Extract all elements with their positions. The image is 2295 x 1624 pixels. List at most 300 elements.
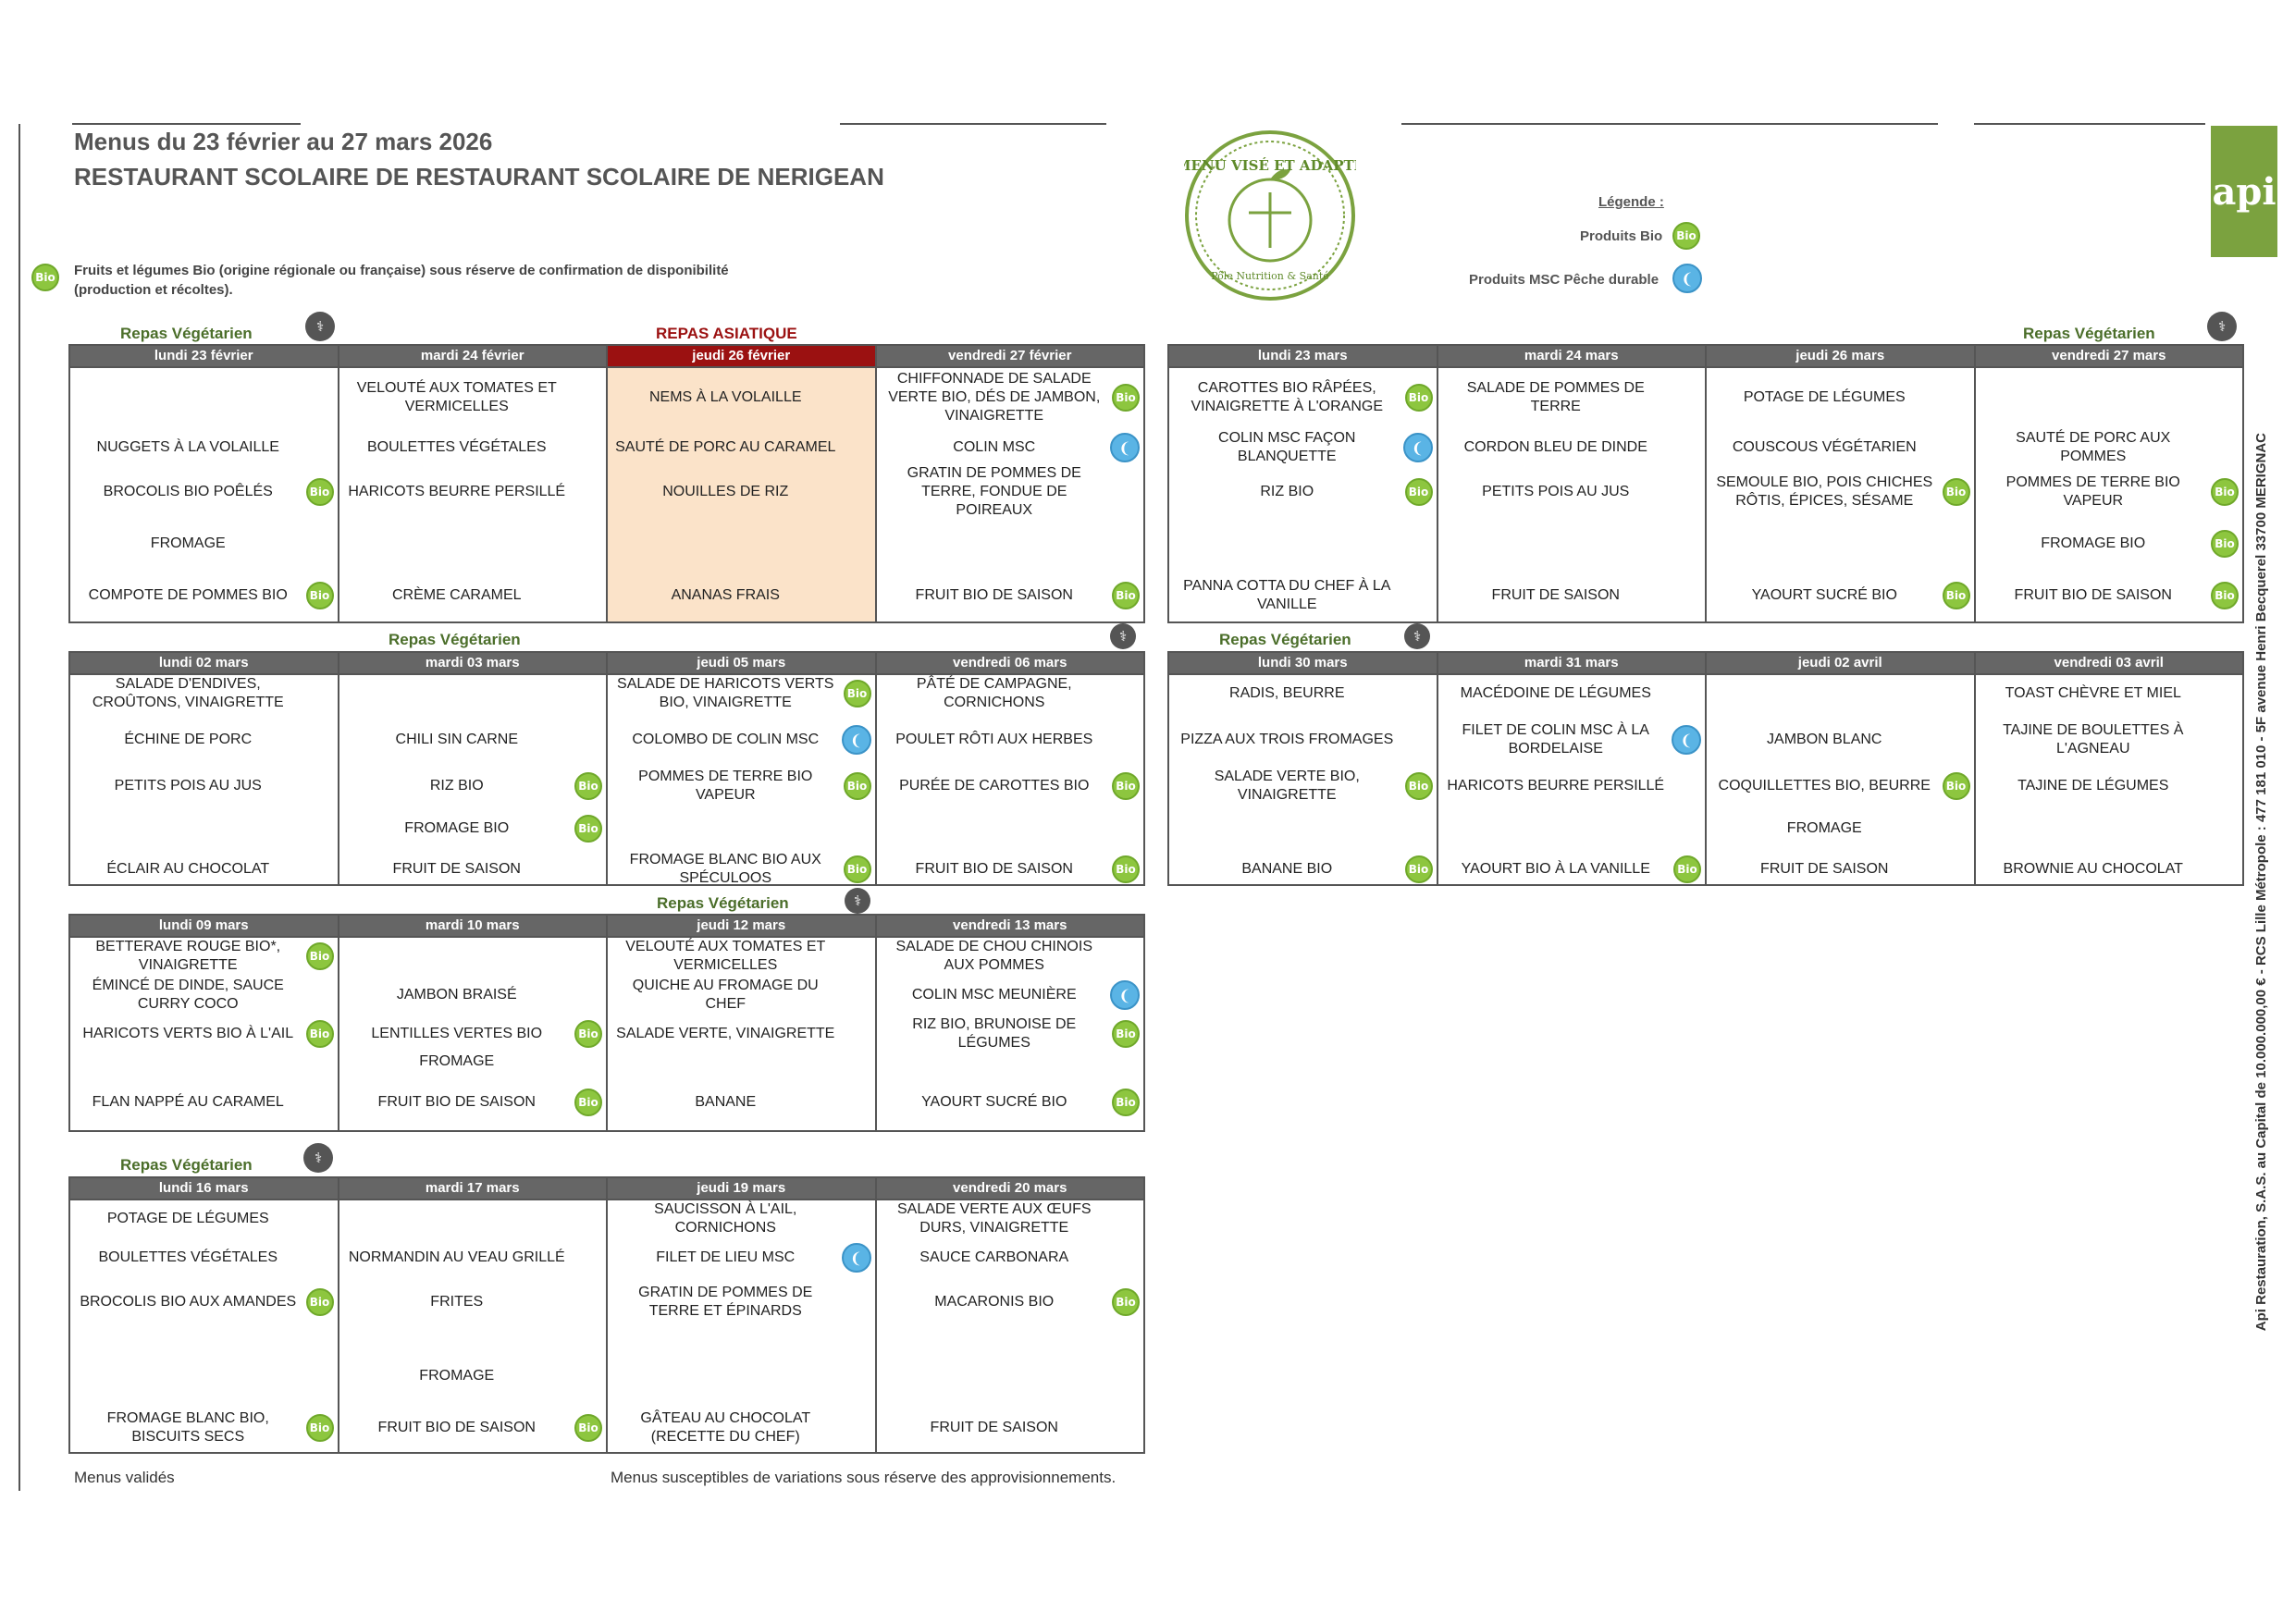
menu-item [608,936,875,977]
bio-icon: Bio [1405,384,1433,412]
bio-icon: Bio [1405,772,1433,800]
bio-icon: Bio [2211,478,2239,506]
menu-item-label: RIZ BIO, BRUNOISE DE LÉGUMES [912,1016,1077,1051]
menu-item-label: VELOUTÉ AUX TOMATES ET VERMICELLES [625,939,826,973]
day-column [608,916,877,1130]
menu-item-label: FROMAGE BLANC BIO AUX SPÉCULOOS [629,852,821,886]
vegetarian-icon: ⚕ [303,1143,333,1173]
menu-item [70,1082,338,1123]
menu-item [877,575,1144,616]
menu-item [1707,575,1974,616]
bio-icon: Bio [574,1089,602,1116]
menu-item-label: SAUCE CARBONARA [919,1249,1069,1265]
menu-item-label: NORMANDIN AU VEAU GRILLÉ [348,1249,565,1265]
vegetarian-icon: ⚕ [1404,623,1430,649]
menu-item [608,766,875,806]
bio-icon: Bio [306,478,334,506]
menu-item [1707,377,1974,418]
menu-item-label: GRATIN DE POMMES DE TERRE ET ÉPINARDS [638,1285,813,1319]
day-menu [1976,675,2243,884]
menu-item-label: BROCOLIS BIO POÊLÉS [103,484,273,499]
menu-item [1169,849,1437,890]
left-border [19,124,20,1491]
menu-item-label: YAOURT SUCRÉ BIO [1751,587,1897,603]
menu-item-label: POMMES DE TERRE BIO VAPEUR [2005,474,2180,509]
menu-item-label: POULET RÔTI AUX HERBES [895,732,1093,747]
menu-item-label: SALADE VERTE BIO, VINAIGRETTE [1214,769,1360,803]
menu-item [1169,575,1437,616]
vegetarian-tag: Repas Végétarien [1219,631,1351,648]
vegetarian-icon: ⚕ [1110,623,1136,649]
legend-bio-label: Produits Bio [1580,228,1663,244]
day-header: mardi 17 mars [339,1178,607,1200]
menu-item-label: COMPOTE DE POMMES BIO [88,587,288,603]
menu-item [70,720,338,760]
company-info-text: Api Restauration, S.A.S. au Capital de 10.000.000,00 € - RCS Lille Métropole : 477 181 010 - 5F avenue Henri Becquerel 33700 MERIGNAC [2253,433,2269,1332]
week-grid [68,344,1145,623]
week-grid [68,651,1145,886]
menu-item [1707,849,1974,890]
menu-item-label: SALADE VERTE, VINAIGRETTE [616,1026,835,1041]
menu-item [877,936,1144,977]
day-menu [877,938,1144,1130]
menu-item [608,1237,875,1278]
day-menu [1707,368,1974,621]
menu-item [70,1014,338,1054]
fish-icon: ❨ [1403,433,1433,462]
bio-icon: Bio [1112,855,1140,883]
menu-item-label: CHILI SIN CARNE [395,732,518,747]
menu-item-label: RADIS, BEURRE [1229,685,1345,701]
day-menu [70,675,338,884]
menu-item [1707,427,1974,468]
menu-item-label: FILET DE COLIN MSC À LA BORDELAISE [1462,722,1649,757]
day-column [608,1178,877,1452]
menu-item [877,975,1144,1015]
menu-item-label: FRUIT BIO DE SAISON [377,1420,536,1435]
bio-icon: Bio [306,1020,334,1048]
menu-item-label: ÉCLAIR AU CHOCOLAT [106,861,270,877]
day-header: lundi 09 mars [70,916,338,938]
menu-item [1438,427,1706,468]
day-header: vendredi 20 mars [877,1178,1144,1200]
menu-item [70,1282,338,1323]
fish-icon: ❨ [1110,433,1140,462]
api-logo: api [2211,126,2277,257]
menu-item [608,1199,875,1239]
bio-icon: Bio [306,1414,334,1442]
menu-item [608,1282,875,1323]
menu-item-label: BANANE BIO [1241,861,1333,877]
asian-meal-tag: REPAS ASIATIQUE [656,325,797,342]
menu-item [1976,849,2243,890]
menu-item [70,1199,338,1239]
menu-item [339,1408,607,1448]
menu-item [339,1237,607,1278]
bio-icon: Bio [1405,478,1433,506]
menu-item [877,1282,1144,1323]
menu-item-label: FLAN NAPPÉ AU CARAMEL [92,1094,284,1110]
bio-icon: Bio [844,855,871,883]
menu-item [339,975,607,1015]
menu-item-label: POTAGE DE LÉGUMES [1743,389,1906,405]
menu-item-label: CRÈME CARAMEL [391,587,522,603]
day-header: mardi 24 mars [1438,346,1706,368]
menu-item [1976,472,2243,512]
menu-item-label: FROMAGE [419,1053,495,1069]
menu-item [1438,472,1706,512]
footer-validated: Menus validés [74,1469,175,1486]
menu-item-label: RIZ BIO [1260,484,1314,499]
day-column [877,346,1144,621]
menu-item-label: FRUIT DE SAISON [1491,587,1620,603]
menu-item-label: FRUIT DE SAISON [930,1420,1058,1435]
bio-icon: Bio [2211,582,2239,609]
menu-item-label: PURÉE DE CAROTTES BIO [899,778,1090,794]
fish-icon: ❨ [842,725,871,755]
week-grid [68,914,1145,1132]
menu-item-label: QUICHE AU FROMAGE DU CHEF [632,978,819,1012]
menu-item-label: PIZZA AUX TROIS FROMAGES [1180,732,1394,747]
menu-item-label: MACARONIS BIO [934,1294,1055,1310]
bio-icon: Bio [1112,384,1140,412]
vegetarian-icon: ⚕ [2207,312,2237,341]
menu-item-label: BANANE [695,1094,757,1110]
bio-icon: Bio [1112,582,1140,609]
day-menu [1438,675,1706,884]
menu-item [1707,766,1974,806]
menu-item [1707,808,1974,849]
menu-item-label: FRITES [430,1294,484,1310]
day-header: lundi 23 février [70,346,338,368]
menu-item-label: TAJINE DE LÉGUMES [2017,778,2169,794]
menu-item [1976,720,2243,760]
menu-item [339,1356,607,1396]
menu-item-label: RIZ BIO [429,778,484,794]
menu-item-label: CORDON BLEU DE DINDE [1463,439,1647,455]
bio-icon: Bio [574,772,602,800]
day-header: lundi 30 mars [1169,653,1437,675]
menu-item [1169,472,1437,512]
menu-item-label: BOULETTES VÉGÉTALES [366,439,547,455]
bio-icon: Bio [1112,1288,1140,1316]
day-column [1169,653,1438,884]
menu-item [339,766,607,806]
menu-item-label: FRUIT DE SAISON [1760,861,1889,877]
menu-item-label: COLIN MSC [953,439,1036,455]
menu-item [877,1014,1144,1054]
menu-item [608,575,875,616]
menu-item-label: GÂTEAU AU CHOCOLAT (RECETTE DU CHEF) [640,1410,811,1445]
menu-item-label: SAUTÉ DE PORC AUX POMMES [2016,430,2171,464]
menu-item [339,1041,607,1082]
menu-item-label: JAMBON BRAISÉ [396,987,517,1003]
bio-icon: Bio [2211,530,2239,558]
day-header: mardi 03 mars [339,653,607,675]
menu-item [608,377,875,418]
menu-item [877,1199,1144,1239]
menu-item [70,1237,338,1278]
day-menu [339,1200,607,1452]
bio-icon: Bio [574,815,602,843]
menu-item-label: FROMAGE [150,535,226,551]
day-column [1438,653,1708,884]
menu-item [1976,427,2243,468]
day-menu [877,675,1144,884]
day-header: jeudi 05 mars [608,653,875,675]
menu-item-label: POTAGE DE LÉGUMES [106,1211,269,1226]
menu-item-label: GRATIN DE POMMES DE TERRE, FONDUE DE POIREAUX [907,465,1081,518]
menu-item [608,1014,875,1054]
day-header: vendredi 27 mars [1976,346,2243,368]
day-column [877,653,1144,884]
menu-item-label: PANNA COTTA DU CHEF À LA VANILLE [1183,578,1391,612]
bio-icon: Bio [306,942,334,970]
menu-item [1169,720,1437,760]
menu-item-label: BROCOLIS BIO AUX AMANDES [80,1294,297,1310]
menu-item-label: FROMAGE [419,1368,495,1384]
menu-item [339,720,607,760]
day-menu [1976,368,2243,621]
menu-item [70,427,338,468]
bio-note-icon [31,264,59,291]
day-column [1707,653,1976,884]
menu-item-label: TOAST CHÈVRE ET MIEL [2005,685,2181,701]
bio-icon: Bio [1112,772,1140,800]
day-menu [339,675,607,884]
day-header: lundi 16 mars [70,1178,338,1200]
day-header: jeudi 26 mars [1707,346,1974,368]
menu-item-label: TAJINE DE BOULETTES À L'AGNEAU [2003,722,2184,757]
day-menu [608,938,875,1130]
fish-icon: ❨ [842,1243,871,1273]
bio-icon: Bio [1112,1020,1140,1048]
bio-icon: Bio [844,772,871,800]
menu-item-label: SALADE D'ENDIVES, CROÛTONS, VINAIGRETTE [92,676,284,710]
menu-item-label: LENTILLES VERTES BIO [371,1026,543,1041]
day-header: lundi 23 mars [1169,346,1437,368]
day-column [1169,346,1438,621]
menu-item-label: MACÉDOINE DE LÉGUMES [1460,685,1651,701]
day-column [1976,346,2243,621]
day-header: jeudi 12 mars [608,916,875,938]
day-menu [1707,675,1974,884]
menu-item-label: FROMAGE [1786,820,1862,836]
day-menu [608,1200,875,1452]
week-grid [68,1176,1145,1454]
menu-item-label: PETITS POIS AU JUS [114,778,262,794]
vegetarian-tag: Repas Végétarien [657,894,789,912]
menu-item [339,427,607,468]
menu-item-label: BOULETTES VÉGÉTALES [98,1249,278,1265]
menu-item-label: FROMAGE BIO [404,820,510,836]
day-menu [1438,368,1706,621]
menu-item [877,766,1144,806]
bio-icon: Bio [1673,855,1701,883]
menu-item [1169,427,1437,468]
menu-item-label: COLOMBO DE COLIN MSC [632,732,820,747]
bio-icon: Bio [1405,855,1433,883]
menu-item-label: FRUIT DE SAISON [392,861,521,877]
day-header: jeudi 26 février [608,346,875,368]
menu-item [1438,720,1706,760]
menu-item [1438,575,1706,616]
bio-icon: Bio [1672,222,1700,250]
menu-item [339,472,607,512]
day-header: vendredi 06 mars [877,653,1144,675]
menu-item [1976,766,2243,806]
menu-item-label: SALADE VERTE AUX ŒUFS DURS, VINAIGRETTE [896,1201,1092,1236]
day-header: jeudi 19 mars [608,1178,875,1200]
day-column [877,916,1144,1130]
menu-item [70,849,338,890]
menu-item-label: COLIN MSC MEUNIÈRE [911,987,1077,1003]
header-rule [72,123,301,125]
menu-item [1438,766,1706,806]
menu-item [70,472,338,512]
bio-icon: Bio [1943,478,1970,506]
menu-item-label: CAROTTES BIO RÂPÉES, VINAIGRETTE À L'ORANGE [1191,380,1384,414]
menu-item-label: JAMBON BLANC [1767,732,1882,747]
legend-msc-label: Produits MSC Pêche durable [1469,272,1660,288]
menu-item-label: HARICOTS BEURRE PERSILLÉ [1447,778,1665,794]
menu-item [1438,673,1706,714]
bio-icon: Bio [306,582,334,609]
page-title: Menus du 23 février au 27 mars 2026 [74,128,493,155]
day-header: mardi 24 février [339,346,607,368]
menu-item [877,673,1144,714]
day-menu [70,1200,338,1452]
day-column [70,1178,339,1452]
vegetarian-tag: Repas Végétarien [389,631,521,648]
bio-icon: Bio [1943,582,1970,609]
menu-item [877,1408,1144,1448]
day-column [877,1178,1144,1452]
week-grid [1167,344,2244,623]
menu-item-label: NUGGETS À LA VOLAILLE [96,439,279,455]
day-menu [877,368,1144,621]
day-column [1438,346,1708,621]
menu-item-label: SEMOULE BIO, POIS CHICHES RÔTIS, ÉPICES, SÉSAME [1716,474,1933,509]
vegetarian-icon: ⚕ [845,888,870,914]
menu-item-label: FRUIT BIO DE SAISON [377,1094,536,1110]
day-header: mardi 31 mars [1438,653,1706,675]
day-header: jeudi 02 avril [1707,653,1974,675]
menu-item-label: ANANAS FRAIS [671,587,780,603]
day-header: vendredi 03 avril [1976,653,2243,675]
day-menu [608,368,875,621]
day-menu [1169,675,1437,884]
vegetarian-tag: Repas Végétarien [2023,325,2155,342]
fish-icon: ❨ [1672,725,1701,755]
bio-icon: Bio [31,264,59,291]
fish-icon: ❨ [1110,980,1140,1010]
menu-item [608,472,875,512]
menu-item [70,523,338,564]
menu-item-label: COLIN MSC FAÇON BLANQUETTE [1218,430,1356,464]
menu-item [1707,720,1974,760]
menu-item-label: NOUILLES DE RIZ [662,484,789,499]
vegetarian-tag: Repas Végétarien [120,325,253,342]
menu-item-label: SALADE DE HARICOTS VERTS BIO, VINAIGRETTE [617,676,834,710]
menu-item-label: VELOUTÉ AUX TOMATES ET VERMICELLES [356,380,557,414]
menu-item [339,377,607,418]
menu-item [1438,377,1706,418]
vegetarian-tag: Repas Végétarien [120,1156,253,1174]
day-header: vendredi 13 mars [877,916,1144,938]
day-menu [339,938,607,1130]
menu-item [608,1408,875,1448]
day-column [608,346,877,621]
day-menu [1169,368,1437,621]
day-column [339,346,609,621]
day-column [70,916,339,1130]
menu-item-label: COUSCOUS VÉGÉTARIEN [1732,439,1917,455]
menu-item-label: SAUCISSON À L'AIL, CORNICHONS [654,1201,797,1236]
menu-item [339,808,607,849]
menu-item-label: NEMS À LA VOLAILLE [648,389,802,405]
menu-item-label: SAUTÉ DE PORC AU CARAMEL [615,439,836,455]
menu-item-label: HARICOTS BEURRE PERSILLÉ [348,484,566,499]
menu-item [877,1237,1144,1278]
menu-item-label: SALADE DE POMMES DE TERRE [1466,380,1645,414]
menu-item-label: FILET DE LIEU MSC [656,1249,796,1265]
menu-item [339,1282,607,1323]
bio-icon: Bio [574,1020,602,1048]
menu-item-label: FROMAGE BLANC BIO, BISCUITS SECS [106,1410,269,1445]
menu-item [1169,673,1437,714]
menu-item [1976,523,2243,564]
menu-item [339,1082,607,1123]
menu-item [608,427,875,468]
menu-item [877,849,1144,890]
menu-item [608,849,875,890]
menu-item [70,975,338,1015]
menu-item-label: ÉCHINE DE PORC [124,732,253,747]
header-rule [1974,123,2205,125]
menu-item-label: YAOURT BIO À LA VANILLE [1461,861,1650,877]
menu-item [1169,766,1437,806]
menu-item-label: HARICOTS VERTS BIO À L'AIL [82,1026,294,1041]
footer-disclaimer: Menus susceptibles de variations sous réserve des approvisionnements. [611,1469,1117,1486]
day-column [339,916,609,1130]
menu-item [608,975,875,1015]
menu-item [877,465,1144,518]
day-menu [70,938,338,1130]
menu-item-label: COQUILLETTES BIO, BEURRE [1718,778,1931,794]
menu-item [1707,472,1974,512]
bio-icon: Bio [844,680,871,707]
menu-item-label: YAOURT SUCRÉ BIO [921,1094,1067,1110]
menu-item [70,673,338,714]
day-column [70,653,339,884]
day-header: vendredi 27 février [877,346,1144,368]
bio-icon: Bio [574,1414,602,1442]
week-grid [1167,651,2244,886]
menu-item [70,1408,338,1448]
menu-item-label: FRUIT BIO DE SAISON [915,861,1073,877]
menu-seal-logo [1184,129,1356,301]
menu-item [70,575,338,616]
legend-msc-badge [1672,264,1702,293]
restaurant-name: RESTAURANT SCOLAIRE DE RESTAURANT SCOLAIRE DE NERIGEAN [74,163,884,191]
fish-icon: ❨ [1672,264,1702,293]
day-menu [877,1200,1144,1452]
menu-item-label: FRUIT BIO DE SAISON [915,587,1073,603]
menu-item-label: BETTERAVE ROUGE BIO*, VINAIGRETTE [95,939,281,973]
seal-title: MENU VISÉ ET ADAPTÉ [1184,157,1356,174]
menu-item [877,427,1144,468]
